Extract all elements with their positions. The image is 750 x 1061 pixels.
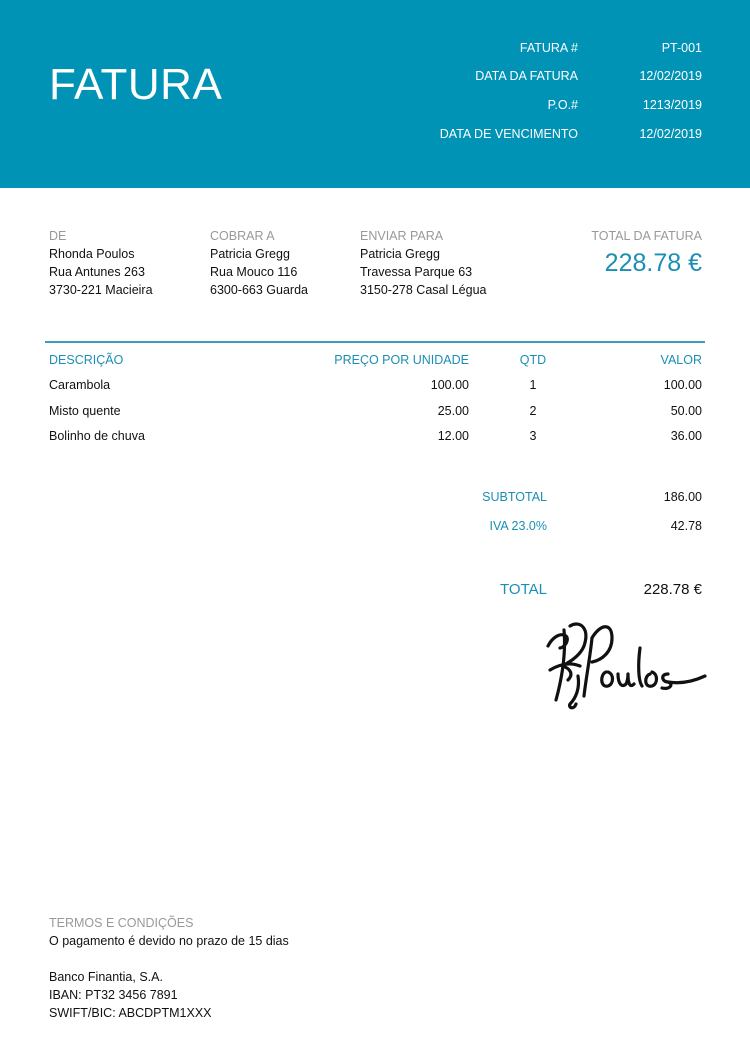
invoice-total-amount: 228.78 € bbox=[604, 249, 702, 277]
meta-value: 1213/2019 bbox=[642, 98, 702, 112]
meta-label: P.O.# bbox=[547, 98, 578, 112]
cell-description: Misto quente bbox=[49, 404, 121, 418]
bill-to-label: COBRAR A bbox=[210, 229, 275, 243]
signature-image bbox=[540, 618, 710, 718]
cell-qty: 3 bbox=[529, 429, 537, 443]
cell-qty: 2 bbox=[529, 404, 537, 418]
cell-description: Bolinho de chuva bbox=[49, 429, 145, 443]
footer-terms bbox=[49, 914, 289, 1022]
from-line: 3730-221 Macieira bbox=[49, 283, 153, 297]
meta-po-number bbox=[380, 98, 702, 118]
tax-value: 42.78 bbox=[670, 519, 702, 533]
terms-label: TERMOS E CONDIÇÕES bbox=[49, 916, 194, 930]
tax-label: IVA 23.0% bbox=[489, 519, 547, 533]
cell-amount: 100.00 bbox=[663, 378, 702, 392]
bank-line: Banco Finantia, S.A. bbox=[49, 970, 163, 984]
ship-to-line: Patricia Gregg bbox=[360, 247, 440, 261]
col-header-description: DESCRIÇÃO bbox=[49, 353, 124, 367]
meta-invoice-date bbox=[380, 69, 702, 89]
invoice-title: FATURA bbox=[49, 60, 223, 109]
subtotal-label: SUBTOTAL bbox=[482, 490, 547, 504]
meta-value: 12/02/2019 bbox=[639, 69, 702, 83]
invoice-total-label: TOTAL DA FATURA bbox=[591, 229, 702, 243]
meta-value: PT-001 bbox=[661, 41, 702, 55]
from-block bbox=[49, 227, 153, 299]
bank-line: SWIFT/BIC: ABCDPTM1XXX bbox=[49, 1006, 212, 1020]
bill-to-line: Rua Mouco 116 bbox=[210, 265, 298, 279]
meta-due-date bbox=[380, 127, 702, 147]
cell-unit-price: 12.00 bbox=[437, 429, 469, 443]
meta-label: FATURA # bbox=[519, 41, 578, 55]
bill-to-block bbox=[210, 227, 308, 299]
cell-unit-price: 25.00 bbox=[437, 404, 469, 418]
invoice-total-box bbox=[591, 227, 702, 279]
bank-line: IBAN: PT32 3456 7891 bbox=[49, 988, 178, 1002]
meta-label: DATA DE VENCIMENTO bbox=[439, 127, 578, 141]
cell-unit-price: 100.00 bbox=[430, 378, 469, 392]
ship-to-label: ENVIAR PARA bbox=[360, 229, 444, 243]
col-header-unit-price: PREÇO POR UNIDADE bbox=[334, 353, 469, 367]
cell-amount: 50.00 bbox=[670, 404, 702, 418]
ship-to-line: 3150-278 Casal Légua bbox=[360, 283, 487, 297]
ship-to-block bbox=[360, 227, 487, 299]
invoice-header bbox=[0, 0, 750, 188]
cell-amount: 36.00 bbox=[670, 429, 702, 443]
meta-invoice-number bbox=[380, 41, 702, 61]
table-divider bbox=[45, 341, 705, 343]
meta-label: DATA DA FATURA bbox=[475, 69, 578, 83]
grand-total-value: 228.78 € bbox=[643, 581, 702, 598]
col-header-amount: VALOR bbox=[660, 353, 702, 367]
bill-to-line: Patricia Gregg bbox=[210, 247, 290, 261]
terms-text: O pagamento é devido no prazo de 15 dias bbox=[49, 934, 289, 948]
cell-qty: 1 bbox=[529, 378, 537, 392]
bill-to-line: 6300-663 Guarda bbox=[210, 283, 308, 297]
grand-total-label: TOTAL bbox=[500, 581, 547, 598]
cell-description: Carambola bbox=[49, 378, 111, 392]
from-line: Rhonda Poulos bbox=[49, 247, 135, 261]
subtotal-value: 186.00 bbox=[663, 490, 702, 504]
ship-to-line: Travessa Parque 63 bbox=[360, 265, 473, 279]
col-header-qty: QTD bbox=[519, 353, 547, 367]
from-label: DE bbox=[49, 229, 67, 243]
meta-value: 12/02/2019 bbox=[639, 127, 702, 141]
from-line: Rua Antunes 263 bbox=[49, 265, 145, 279]
